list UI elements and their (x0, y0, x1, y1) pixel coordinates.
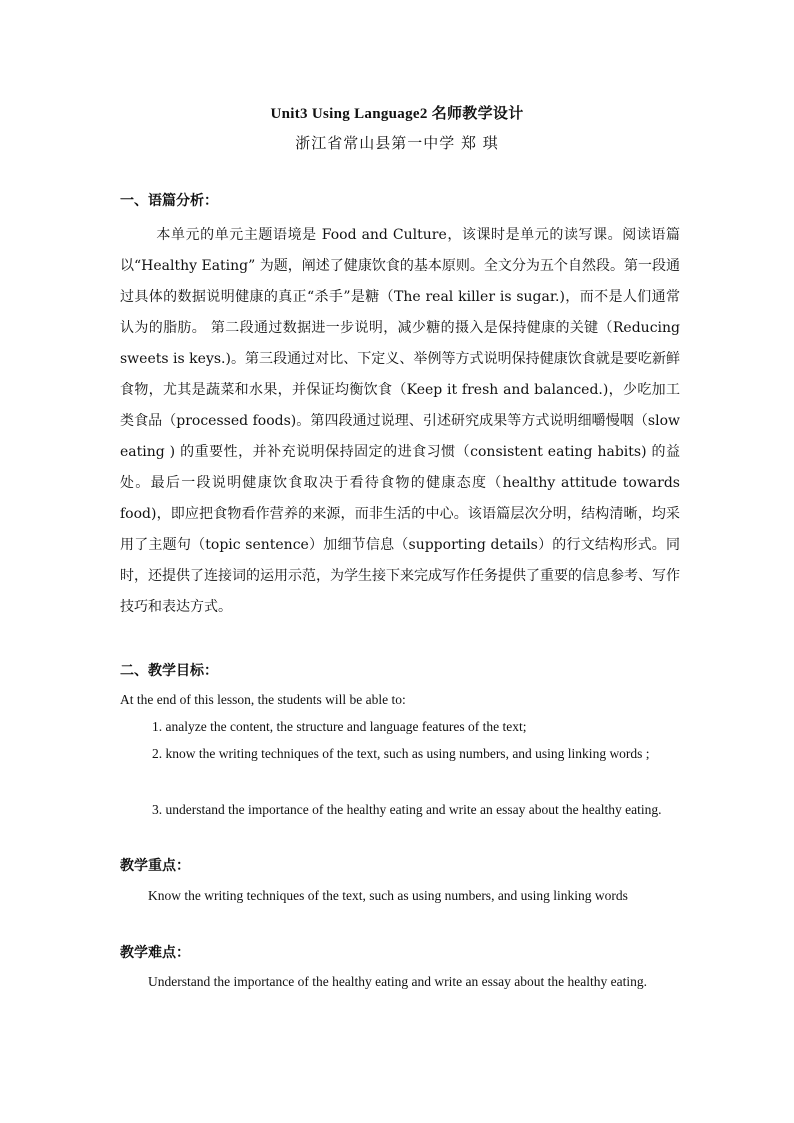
objective-item: 3. understand the importance of the healthy eating and write an essay about the healthy eating. (152, 802, 662, 817)
section-heading-difficult-point: 教学难点： (120, 945, 190, 961)
key-point-text: Know the writing techniques of the text, such as using numbers, and using linking words (148, 888, 628, 903)
objective-item: 1. analyze the content, the structure and language features of the text; (152, 719, 527, 734)
document-title: Unit3 Using Language2 名师教学设计 (270, 106, 524, 122)
section-heading-analysis: 一、语篇分析： (120, 193, 218, 209)
objective-item: 2. know the writing techniques of the text, such as using numbers, and using linking words ; (152, 746, 650, 761)
section-heading-objectives: 二、教学目标： (120, 663, 218, 679)
section-heading-key-point: 教学重点： (120, 858, 190, 874)
objectives-intro: At the end of this lesson, the students will be able to: (120, 692, 406, 707)
document-subtitle: 浙江省常山县第一中学 郑 琪 (295, 134, 499, 152)
analysis-paragraph: 本单元的单元主题语境是 Food and Culture，该课时是单元的读写课。阅读语篇以“Healthy Eating” 为题，阐述了健康饮食的基本原则。全文分为五个自然段。第一段通过具体的数据说明健康的真正“杀手”是糖（The real killer is sugar.)，而不是人们通常认为的脂肪。 第二段通过数据进一步说明，减少糖的摄入是保持健康的关键（Reducing sweets is keys.)。第三段通过对比、下定义、举例等方式说明保持健康饮食就是要吃新鲜食物，尤其是蔬菜和水果，并保证均衡饮食（Keep it fresh and balanced.)，少吃加工类食品（processed foods)。第四段通过说理、引述研究成果等方式说明细嚼慢咽（slow eating ) 的重要性，并补充说明保持固定的进食习惯（consistent eating habits) 的益处。最后一段说明健康饮食取决于看待食物的健康态度（healthy attitude towards food)，即应把食物看作营养的来源，而非生活的中心。该语篇层次分明，结构清晰，均采用了主题句（topic sentence）加细节信息（supporting details）的行文结构形式。同时，还提供了连接词的运用示范，为学生接下来完成写作任务提供了重要的信息参考、写作技巧和表达方式。 (120, 227, 680, 615)
difficult-point-text: Understand the importance of the healthy eating and write an essay about the healthy eating. (148, 974, 647, 989)
